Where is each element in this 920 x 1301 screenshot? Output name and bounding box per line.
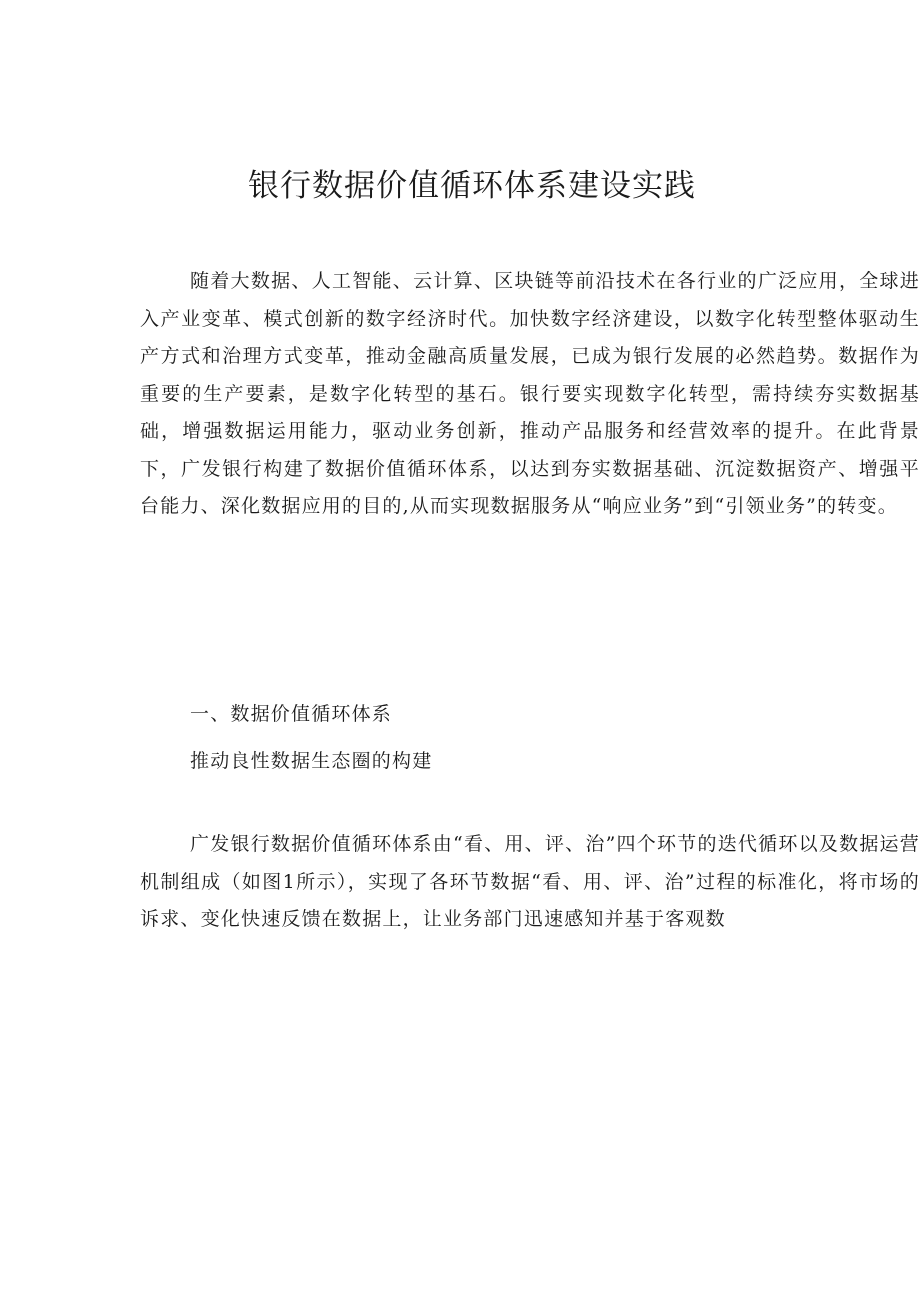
document-title: 银行数据价值循环体系建设实践 xyxy=(248,168,696,204)
section-heading: 一、数据价值循环体系 xyxy=(190,703,393,725)
section-paragraph: 广发银行数据价值循环体系由“看、用、评、治”四个环节的迭代循环以及数据运营机制组成（如图1所示），实现了各环节数据“看、用、评、治”过程的标准化，将市场的诉求、变化快速反馈在数据上，让业务部门迅速感知并基于客观数 xyxy=(140,833,920,930)
section-subheading: 推动良性数据生态圈的构建 xyxy=(190,750,433,772)
intro-paragraph: 随着大数据、人工智能、云计算、区块链等前沿技术在各行业的广泛应用，全球进入产业变革、模式创新的数字经济时代。加快数字经济建设，以数字化转型整体驱动生产方式和治理方式变革，推动金融高质量发展，已成为银行发展的必然趋势。数据作为重要的生产要素，是数字化转型的基石。银行要实现数字化转型，需持续夯实数据基础，增强数据运用能力，驱动业务创新，推动产品服务和经营效率的提升。在此背景下，广发银行构建了数据价值循环体系，以达到夯实数据基础、沉淀数据资产、增强平台能力、深化数据应用的目的,从而实现数据服务从“响应业务”到“引领业务”的转变。 xyxy=(140,270,920,517)
